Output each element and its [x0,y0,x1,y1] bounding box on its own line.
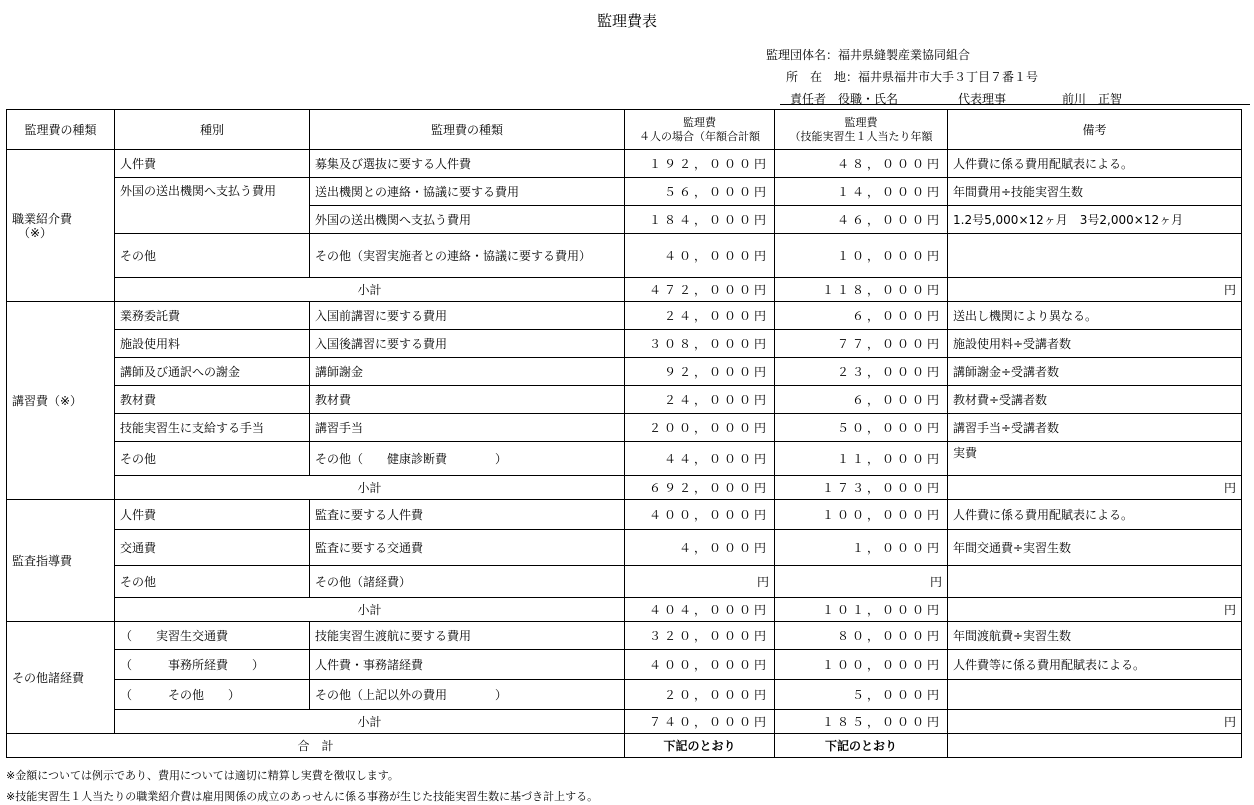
kind-cell: 講師及び通訳への謝金 [115,358,310,386]
kind-cell: その他 [115,566,310,598]
header-cell-per [775,110,948,150]
category-note: （※） [18,225,53,240]
per-cell: ５，０００円 [775,680,948,710]
category-cell: 監査指導費 [7,500,115,622]
desc-cell: 技能実習生渡航に要する費用 [310,622,625,650]
subtotal-total: ６９２，０００円 [625,476,775,500]
kind-cell: 人件費 [115,500,310,530]
header-line: 監理費 [844,115,878,129]
fee-table [6,109,1242,758]
total-cell: ９２，０００円 [625,358,775,386]
subtotal-note: 円 [948,710,1242,734]
grand-total-row [7,734,1242,758]
per-cell: ５０，０００円 [775,414,948,442]
kind-cell: 業務委託費 [115,302,310,330]
desc-cell: その他（諸経費） [310,566,625,598]
subtotal-note: 円 [948,598,1242,622]
note-cell: 人件費等に係る費用配賦表による。 [948,650,1242,680]
grand-total-note [948,734,1242,758]
subtotal-label: 小計 [115,278,625,302]
header-cell-total [625,110,775,150]
desc-cell: 入国後講習に要する費用 [310,330,625,358]
per-cell: １００，０００円 [775,500,948,530]
org-address: 所 在 地：福井県福井市大手３丁目７番１号 [786,70,1039,84]
grand-total-label: 合 計 [7,734,625,758]
per-cell: ７７，０００円 [775,330,948,358]
table-row [7,358,1242,386]
subtotal-row [7,278,1242,302]
total-cell: ２００，０００円 [625,414,775,442]
note-cell: 年間交通費÷実習生数 [948,530,1242,566]
note-cell: 年間費用÷技能実習生数 [948,178,1242,206]
desc-cell: その他（上記以外の費用 ） [310,680,625,710]
page-title: 監理費表 [596,12,657,30]
note-cell: 1.2号5,000×12ヶ月 3号2,000×12ヶ月 [948,206,1242,234]
desc-cell: 募集及び選抜に要する人件費 [310,150,625,178]
per-cell: ２３，０００円 [775,358,948,386]
subtotal-note: 円 [948,278,1242,302]
table-row [7,650,1242,680]
note-cell [948,680,1242,710]
total-cell: ４００，０００円 [625,500,775,530]
table-row [7,178,1242,206]
kind-cell: 外国の送出機関へ支払う費用 [115,178,310,234]
kind-cell: 施設使用料 [115,330,310,358]
desc-cell: 人件費・事務諸経費 [310,650,625,680]
table-row [7,386,1242,414]
total-cell: １８４，０００円 [625,206,775,234]
subtotal-row [7,598,1242,622]
table-row [7,234,1242,278]
note-cell: 年間渡航費÷実習生数 [948,622,1242,650]
category-label: 職業紹介費 [12,211,73,226]
category-cell: 講習費（※） [7,302,115,500]
desc-cell: 監査に要する交通費 [310,530,625,566]
table-row [7,680,1242,710]
subtotal-per: １０１，０００円 [775,598,948,622]
desc-cell: その他（実習実施者との連絡・協議に要する費用） [310,234,625,278]
note-cell: 施設使用料÷受講者数 [948,330,1242,358]
table-row [7,330,1242,358]
subtotal-label: 小計 [115,476,625,500]
note-cell: 人件費に係る費用配賦表による。 [948,150,1242,178]
kind-cell: （ 事務所経費 ） [115,650,310,680]
kind-cell: その他 [115,442,310,476]
header-line: （技能実習生１人当たり年額 [789,129,933,143]
total-cell: 円 [625,566,775,598]
kind-cell: （ 実習生交通費 [115,622,310,650]
subtotal-label: 小計 [115,598,625,622]
responsible-label: 責任者 役職・氏名 [790,92,899,106]
total-cell: ２０，０００円 [625,680,775,710]
footnote: ※金額については例示であり、費用については適切に精算し実費を徴収します。 [6,769,399,782]
per-cell: ６，０００円 [775,386,948,414]
table-row [7,150,1242,178]
table-row [7,302,1242,330]
desc-cell: その他（ 健康診断費 ） [310,442,625,476]
header-cell: 監理費の種類 [7,110,115,150]
subtotal-total: ４７２，０００円 [625,278,775,302]
subtotal-row [7,710,1242,734]
per-cell: ６，０００円 [775,302,948,330]
table-row [7,414,1242,442]
per-cell: 円 [775,566,948,598]
subtotal-per: １１８，０００円 [775,278,948,302]
kind-cell: 人件費 [115,150,310,178]
table-row [7,566,1242,598]
category-cell [7,150,115,302]
table-row [7,500,1242,530]
subtotal-total: ７４０，０００円 [625,710,775,734]
note-cell: 教材費÷受講者数 [948,386,1242,414]
total-cell: ３０８，０００円 [625,330,775,358]
kind-cell: その他 [115,234,310,278]
per-cell: ８０，０００円 [775,622,948,650]
table-row [7,442,1242,476]
note-cell: 講習手当÷受講者数 [948,414,1242,442]
footnote: ※技能実習生１人当たりの職業紹介費は雇用関係の成立のあっせんに係る事務が生じた技能実習生数に基づき計上する。 [6,790,599,803]
total-cell: ４４，０００円 [625,442,775,476]
per-cell: １０，０００円 [775,234,948,278]
header-cell: 監理費の種類 [310,110,625,150]
grand-total-total: 下記のとおり [625,734,775,758]
kind-cell: 教材費 [115,386,310,414]
responsible-name: 前川 正智 [1062,92,1123,106]
per-cell: １４，０００円 [775,178,948,206]
total-cell: ２４，０００円 [625,386,775,414]
grand-total-per: 下記のとおり [775,734,948,758]
total-cell: ２４，０００円 [625,302,775,330]
kind-cell: （ その他 ） [115,680,310,710]
desc-cell: 講師謝金 [310,358,625,386]
desc-cell: 外国の送出機関へ支払う費用 [310,206,625,234]
table-header-row [7,110,1242,150]
table-row [7,530,1242,566]
subtotal-row [7,476,1242,500]
header-line: ４人の場合（年額合計額 [639,129,760,143]
total-cell: ４０，０００円 [625,234,775,278]
header-line: 監理費 [683,115,716,129]
subtotal-label: 小計 [115,710,625,734]
per-cell: １１，０００円 [775,442,948,476]
desc-cell: 入国前講習に要する費用 [310,302,625,330]
total-cell: ３２０，０００円 [625,622,775,650]
subtotal-per: １８５，０００円 [775,710,948,734]
note-cell: 講師謝金÷受講者数 [948,358,1242,386]
kind-cell: 技能実習生に支給する手当 [115,414,310,442]
per-cell: １００，０００円 [775,650,948,680]
note-cell: 送出し機関により異なる。 [948,302,1242,330]
per-cell: ４８，０００円 [775,150,948,178]
note-cell [948,234,1242,278]
desc-cell: 送出機関との連絡・協議に要する費用 [310,178,625,206]
header-cell: 備考 [948,110,1242,150]
org-name: 監理団体名：福井県縫製産業協同組合 [766,48,971,62]
responsible-role: 代表理事 [958,92,1007,106]
note-cell: 実費 [948,442,1242,476]
subtotal-total: ４０４，０００円 [625,598,775,622]
desc-cell: 監査に要する人件費 [310,500,625,530]
desc-cell: 教材費 [310,386,625,414]
note-cell [948,566,1242,598]
total-cell: ４００，０００円 [625,650,775,680]
total-cell: １９２，０００円 [625,150,775,178]
header-underline [780,104,1250,105]
subtotal-note: 円 [948,476,1242,500]
category-cell: その他諸経費 [7,622,115,734]
kind-cell: 交通費 [115,530,310,566]
note-cell: 人件費に係る費用配賦表による。 [948,500,1242,530]
total-cell: ４，０００円 [625,530,775,566]
per-cell: ４６，０００円 [775,206,948,234]
subtotal-per: １７３，０００円 [775,476,948,500]
table-row [7,622,1242,650]
header-cell: 種別 [115,110,310,150]
per-cell: １，０００円 [775,530,948,566]
total-cell: ５６，０００円 [625,178,775,206]
desc-cell: 講習手当 [310,414,625,442]
